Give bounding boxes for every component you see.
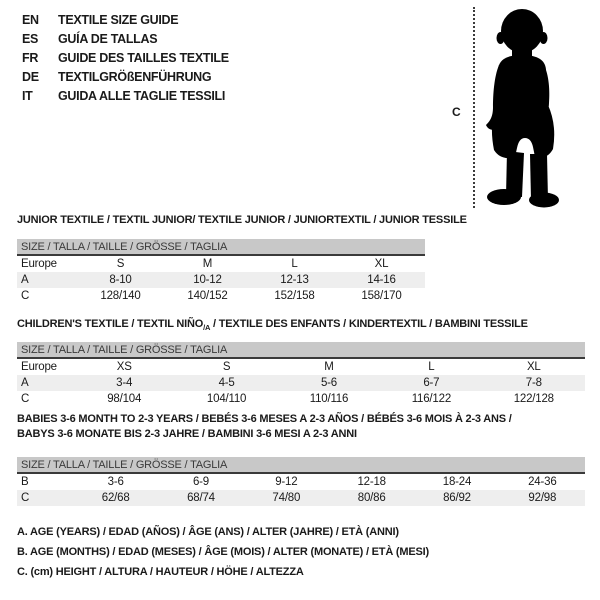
language-title: GUIDE DES TAILLES TEXTILE xyxy=(58,50,229,65)
table-row xyxy=(17,288,425,304)
table-cell: 68/74 xyxy=(158,490,243,506)
junior-size-table xyxy=(17,239,425,304)
size-header-row xyxy=(17,239,425,255)
table-cell: 12-18 xyxy=(357,476,386,488)
column-header: XS xyxy=(116,361,132,373)
table-cell: 158/170 xyxy=(361,290,402,302)
size-header-label: SIZE / TALLA / TAILLE / GRÖSSE / TAGLIA xyxy=(17,342,585,358)
table-cell: 128/140 xyxy=(100,290,141,302)
table-cell: 116/122 xyxy=(411,393,452,405)
row-label: A xyxy=(17,375,73,391)
table-cell: 6-9 xyxy=(192,476,209,488)
table-row xyxy=(17,490,585,506)
table-cell: 92/98 xyxy=(500,490,585,506)
title-text: CHILDREN'S TEXTILE / TEXTIL NIÑO xyxy=(17,318,204,330)
height-measure-dotted-line xyxy=(473,7,475,208)
size-header-row xyxy=(17,342,585,358)
language-title: TEXTILE SIZE GUIDE xyxy=(58,12,179,27)
table-cell: 9-12 xyxy=(275,476,298,488)
table-cell: 10-12 xyxy=(164,272,251,288)
junior-table-title: JUNIOR TEXTILE / TEXTIL JUNIOR/ TEXTILE JUNIOR / JUNIORTEXTIL / JUNIOR TESSILE xyxy=(17,214,467,226)
column-header: M xyxy=(324,361,334,373)
language-title: TEXTILGRÖßENFÜHRUNG xyxy=(58,69,212,84)
column-header: S xyxy=(116,258,125,270)
language-row-fr xyxy=(22,48,229,67)
table-row xyxy=(17,473,585,490)
title-text: / TEXTILE DES ENFANTS / KINDERTEXTIL / BAMBINI TESSILE xyxy=(210,318,528,330)
language-row-es xyxy=(22,29,229,48)
column-header: Europe xyxy=(21,361,57,373)
table-cell: 14-16 xyxy=(338,272,425,288)
column-header: Europe xyxy=(21,258,57,270)
toddler-silhouette-icon xyxy=(486,7,582,208)
table-cell: 122/128 xyxy=(513,393,554,405)
row-label: B xyxy=(21,476,29,488)
row-label: C xyxy=(21,393,30,405)
row-label: C xyxy=(17,490,73,506)
table-cell: 7-8 xyxy=(483,375,585,391)
footnote-b: B. AGE (MONTHS) / EDAD (MESES) / ÂGE (MOIS) / ALTER (MONATE) / ETÀ (MESI) xyxy=(17,546,429,558)
title-line: BABYS 3-6 MONATE BIS 2-3 JAHRE / BAMBINI 3-6 MESI A 2-3 ANNI xyxy=(17,428,357,440)
table-cell: 12-13 xyxy=(251,272,338,288)
column-header-row xyxy=(17,358,585,375)
table-cell: 80/86 xyxy=(329,490,414,506)
children-size-table xyxy=(17,342,585,407)
table-cell: 86/92 xyxy=(414,490,499,506)
table-cell: 3-6 xyxy=(107,476,124,488)
table-cell: 5-6 xyxy=(278,375,380,391)
table-cell: 110/116 xyxy=(309,393,349,405)
children-table-title xyxy=(17,317,528,335)
language-row-it xyxy=(22,86,229,105)
table-row xyxy=(17,375,585,391)
column-header: L xyxy=(428,361,435,373)
table-row xyxy=(17,272,425,288)
table-row xyxy=(17,391,585,407)
language-row-en xyxy=(22,10,229,29)
table-cell: 62/68 xyxy=(73,490,158,506)
table-cell: 74/80 xyxy=(244,490,329,506)
table-cell: 104/110 xyxy=(206,393,247,405)
column-header: M xyxy=(202,258,213,270)
table-cell: 152/158 xyxy=(274,290,315,302)
language-code: ES xyxy=(22,31,39,46)
language-title-list xyxy=(22,10,229,105)
footnote-c: C. (cm) HEIGHT / ALTURA / HAUTEUR / HÖHE / ALTEZZA xyxy=(17,566,304,578)
babies-table-title xyxy=(17,412,512,442)
table-cell: 4-5 xyxy=(175,375,277,391)
column-header: XL xyxy=(526,361,541,373)
table-cell: 18-24 xyxy=(442,476,472,488)
language-code: FR xyxy=(22,50,39,65)
height-measure-label: C xyxy=(452,105,461,119)
title-line: BABIES 3-6 MONTH TO 2-3 YEARS / BEBÉS 3-6 MESES A 2-3 AÑOS / BÉBÉS 3-6 MOIS À 2-3 ANS / xyxy=(17,413,512,425)
table-cell: 6-7 xyxy=(380,375,482,391)
babies-size-table xyxy=(17,457,585,506)
title-subscript: /A xyxy=(203,323,211,333)
language-code: DE xyxy=(22,69,39,84)
table-cell: 24-36 xyxy=(528,476,557,488)
language-title: GUÍA DE TALLAS xyxy=(58,31,158,46)
size-header-label: SIZE / TALLA / TAILLE / GRÖSSE / TAGLIA xyxy=(17,239,425,255)
language-code: IT xyxy=(22,88,33,103)
column-header-row xyxy=(17,255,425,272)
table-cell: 8-10 xyxy=(77,272,164,288)
height-figure xyxy=(440,0,600,215)
column-header: S xyxy=(222,361,231,373)
row-label: C xyxy=(21,290,30,302)
language-code: EN xyxy=(22,12,39,27)
language-title: GUIDA ALLE TAGLIE TESSILI xyxy=(58,88,226,103)
table-cell: 98/104 xyxy=(107,393,142,405)
language-row-de xyxy=(22,67,229,86)
column-header: L xyxy=(291,258,298,270)
footnote-legend xyxy=(17,522,429,582)
column-header: XL xyxy=(374,258,389,270)
table-cell: 140/152 xyxy=(187,290,228,302)
size-header-label: SIZE / TALLA / TAILLE / GRÖSSE / TAGLIA xyxy=(17,457,585,473)
size-header-row xyxy=(17,457,585,473)
row-label: A xyxy=(17,272,77,288)
table-cell: 3-4 xyxy=(73,375,175,391)
footnote-a: A. AGE (YEARS) / EDAD (AÑOS) / ÂGE (ANS) / ALTER (JAHRE) / ETÀ (ANNI) xyxy=(17,526,399,538)
